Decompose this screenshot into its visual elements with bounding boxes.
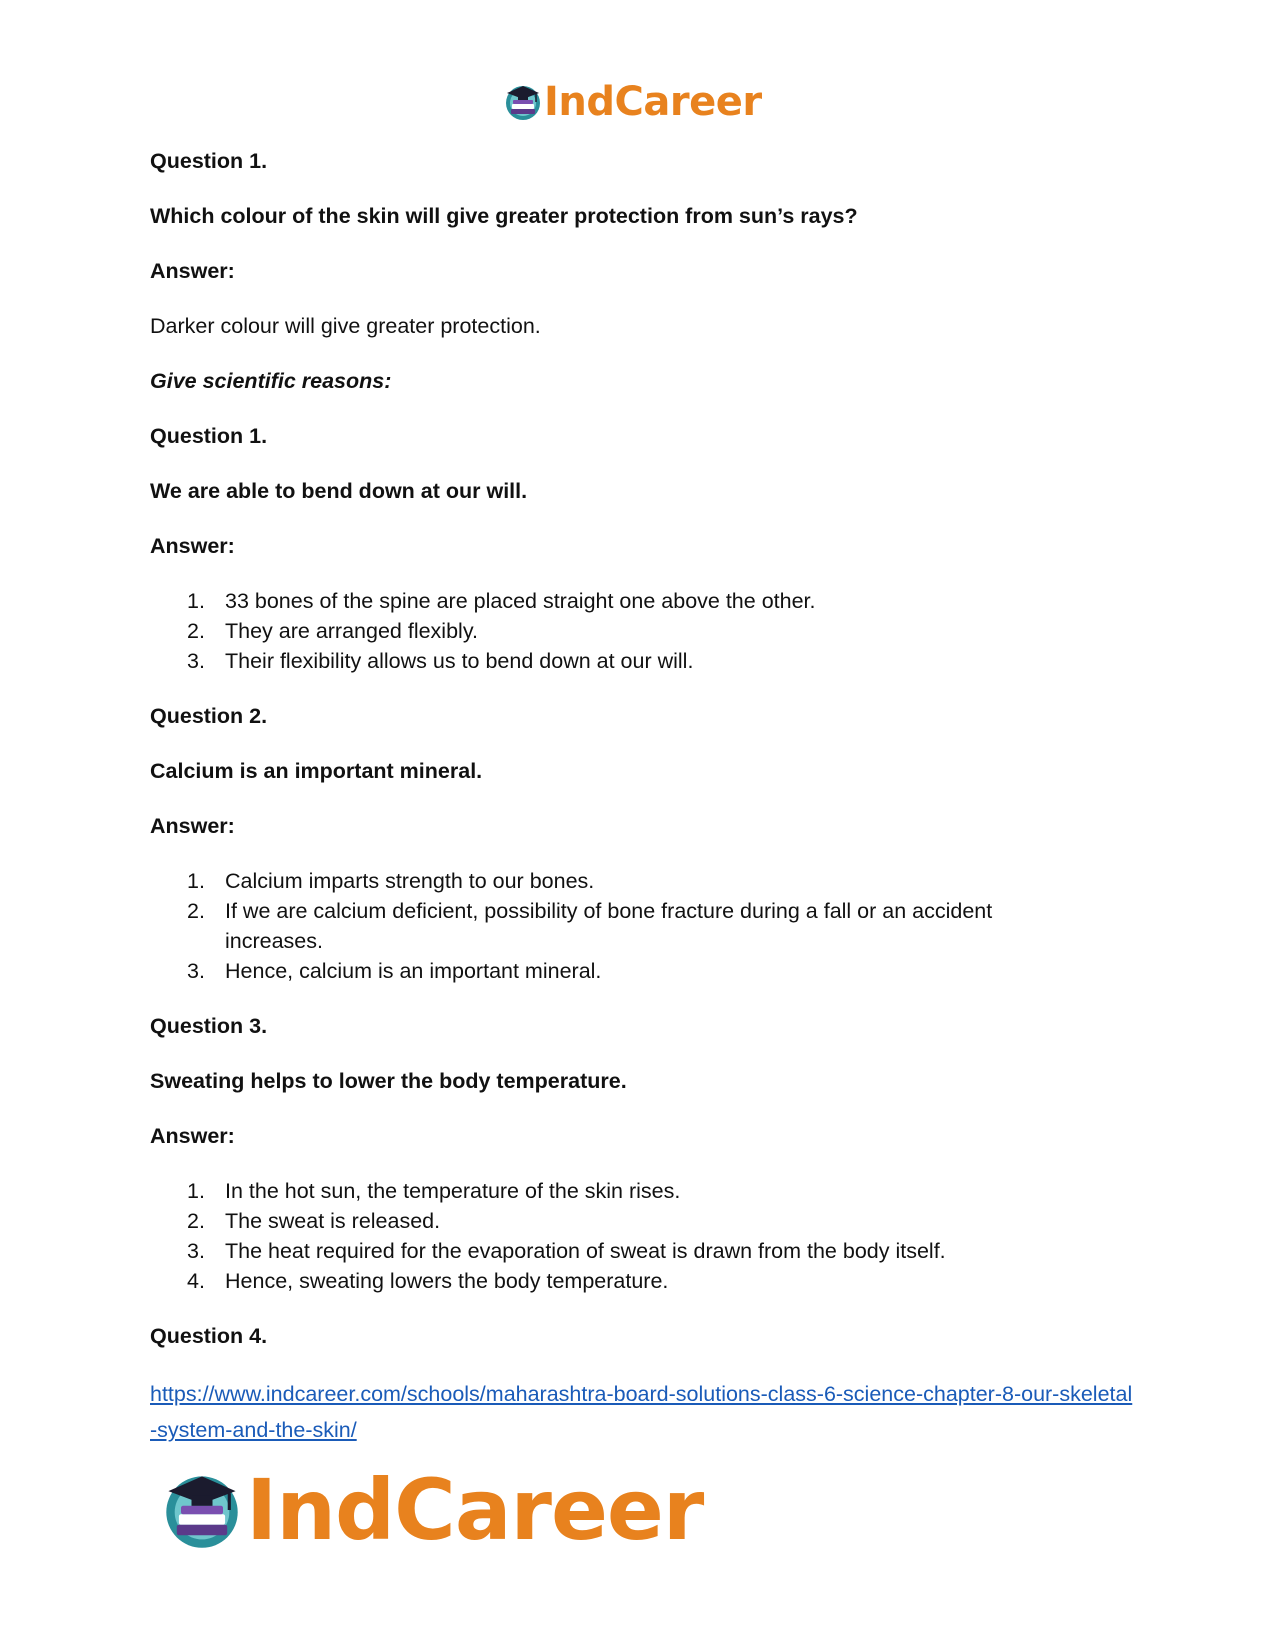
section-heading: Give scientific reasons: — [150, 369, 392, 393]
source-url-link[interactable]: https://www.indcareer.com/schools/maharashtra-board-solutions-class-6-science-chapter-8-our-skeletal-system-and-the-skin/ — [150, 1382, 1133, 1442]
brand-name: IndCareer — [246, 1461, 704, 1559]
graduation-cap-books-globe-icon — [503, 82, 543, 122]
question-text: Calcium is an important mineral. — [150, 759, 483, 783]
list-number: 2. — [187, 899, 205, 923]
list-text: The sweat is released. — [225, 1209, 441, 1233]
answer-label: Answer: — [150, 534, 235, 558]
list-item — [150, 1176, 1140, 1206]
list-number: 4. — [187, 1269, 205, 1293]
list-text: Hence, sweating lowers the body temperature. — [225, 1269, 669, 1293]
list-number: 1. — [187, 589, 205, 613]
list-item — [150, 616, 1140, 646]
answer-list — [150, 866, 1140, 986]
question-label: Question 2. — [150, 704, 268, 728]
list-number: 1. — [187, 869, 205, 893]
list-item — [150, 866, 1140, 896]
answer-label: Answer: — [150, 814, 235, 838]
answer-list — [150, 1176, 1140, 1296]
question-text: We are able to bend down at our will. — [150, 479, 528, 503]
list-number: 1. — [187, 1179, 205, 1203]
list-text: Hence, calcium is an important mineral. — [225, 959, 602, 983]
list-item — [150, 896, 1140, 956]
list-text: 33 bones of the spine are placed straight one above the other. — [225, 589, 816, 613]
question-text: Which colour of the skin will give greater protection from sun’s rays? — [150, 204, 858, 228]
list-number: 2. — [187, 619, 205, 643]
question-label: Question 3. — [150, 1014, 268, 1038]
graduation-cap-books-globe-icon — [160, 1468, 244, 1552]
list-text: If we are calcium deficient, possibility of bone fracture during a fall or an accident increases. — [225, 899, 993, 953]
list-number: 3. — [187, 959, 205, 983]
document-body — [150, 146, 1140, 1448]
list-item — [150, 1236, 1140, 1266]
brand-name: IndCareer — [544, 79, 762, 125]
footer-logo — [160, 1461, 704, 1559]
list-text: Calcium imparts strength to our bones. — [225, 869, 595, 893]
list-text: The heat required for the evaporation of sweat is drawn from the body itself. — [225, 1239, 946, 1263]
list-number: 2. — [187, 1209, 205, 1233]
question-text: Sweating helps to lower the body temperature. — [150, 1069, 627, 1093]
list-number: 3. — [187, 649, 205, 673]
question-label: Question 1. — [150, 424, 268, 448]
question-label: Question 4. — [150, 1324, 268, 1348]
list-item — [150, 1206, 1140, 1236]
list-item — [150, 1266, 1140, 1296]
answer-label: Answer: — [150, 259, 235, 283]
list-number: 3. — [187, 1239, 205, 1263]
answer-text: Darker colour will give greater protection. — [150, 314, 541, 338]
list-item — [150, 586, 1140, 616]
list-text: Their flexibility allows us to bend down at our will. — [225, 649, 694, 673]
list-item — [150, 646, 1140, 676]
list-text: They are arranged flexibly. — [225, 619, 478, 643]
answer-label: Answer: — [150, 1124, 235, 1148]
header-logo — [503, 79, 762, 125]
list-item — [150, 956, 1140, 986]
answer-list — [150, 586, 1140, 676]
list-text: In the hot sun, the temperature of the skin rises. — [225, 1179, 681, 1203]
question-label: Question 1. — [150, 149, 268, 173]
